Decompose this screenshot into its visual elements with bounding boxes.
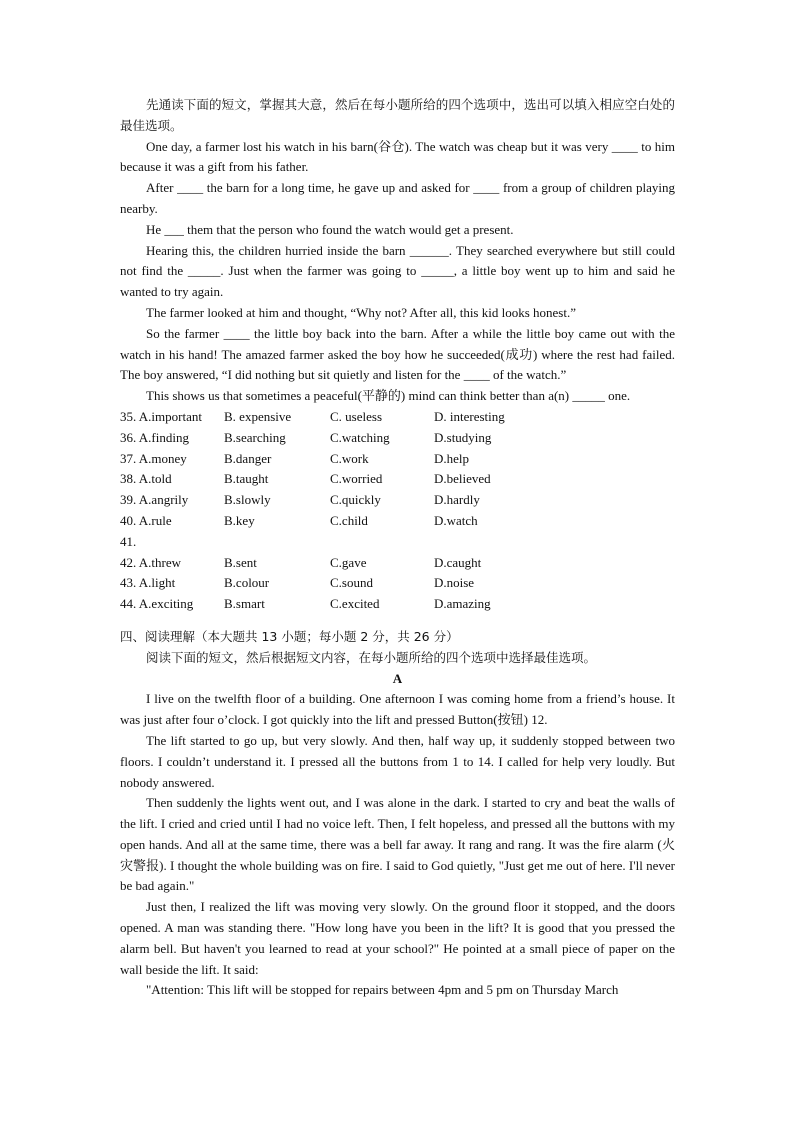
option-a: 44. A.exciting [120,596,194,612]
cloze-options [120,407,675,615]
reading-paragraph: "Attention: This lift will be stopped for repairs between 4pm and 5 pm on Thursday March [146,982,619,998]
option-d: D.noise [434,575,475,591]
option-row [120,594,675,615]
option-d: D.amazing [434,596,491,612]
passage-label: A [392,670,403,686]
option-d: D.studying [434,429,492,445]
option-b: B.colour [224,575,270,591]
option-c [330,532,434,553]
reading-paragraph: Just then, I realized the lift was moving very slowly. On the ground floor it stopped, and the doors opened. A man was standing there. "How long have you been in the lift? It is good that you pressed the alarm bell. But haven't you learned to read at your school?" He pointed at a small piece of paper on the wall beside the lift. It said: [120,899,675,977]
cloze-paragraph: The farmer looked at him and thought, “Why not? After all, this kid looks honest.” [146,304,576,320]
option-d: D.caught [434,554,482,570]
option-b [224,532,330,553]
option-a: 35. A.important [120,408,202,424]
option-row [120,511,675,532]
option-d [434,532,554,553]
reading-section [120,627,675,1001]
reading-paragraph: The lift started to go up, but very slowly. And then, half way up, it suddenly stopped between two floors. I couldn’t understand it. I pressed all the buttons from 1 to 14. I called for help very loudly. But nobody answered. [120,732,675,790]
option-row [120,449,675,470]
option-a: 43. A.light [120,575,176,591]
option-d: D. interesting [434,408,505,424]
section-heading: 四、阅读理解（本大题共 13 小题；每小题 2 分，共 26 分） [120,628,459,644]
reading-paragraph: I live on the twelfth floor of a building. One afternoon I was coming home from a friend’s house. It was just after four o’clock. I got quickly into the lift and pressed Button(按钮) 12. [120,691,675,728]
option-c: C.work [330,450,369,466]
option-c: C.excited [330,596,380,612]
option-c: C.gave [330,554,367,570]
cloze-paragraph: One day, a farmer lost his watch in his barn(谷仓). The watch was cheap but it was very ____ to him because it was a gift from his father. [120,138,675,175]
option-row [120,407,675,428]
option-row [120,553,675,574]
option-row [120,490,675,511]
option-b: B.key [224,512,255,528]
option-b: B.sent [224,554,257,570]
option-a: 37. A.money [120,450,187,466]
reading-instruction: 阅读下面的短文，然后根据短文内容，在每小题所给的四个选项中选择最佳选项。 [146,649,597,665]
option-a: 42. A.threw [120,554,182,570]
option-b: B. expensive [224,408,292,424]
option-c: C.worried [330,471,383,487]
option-b: B.smart [224,596,265,612]
option-a: 40. A.rule [120,512,172,528]
cloze-paragraph: This shows us that sometimes a peaceful(平静的) mind can think better than a(n) _____ one. [146,388,631,404]
option-c: C.quickly [330,492,381,508]
option-c: C.child [330,512,368,528]
option-b: B.searching [224,429,286,445]
cloze-paragraph: After ____ the barn for a long time, he gave up and asked for ____ from a group of children playing nearby. [120,180,675,216]
option-a: 39. A.angrily [120,492,189,508]
option-row [120,469,675,490]
option-b: B.taught [224,471,269,487]
option-d: D.help [434,450,470,466]
page-content [120,95,675,1001]
option-row [120,532,675,553]
option-row [120,573,675,594]
option-d: D.watch [434,512,478,528]
cloze-paragraph: So the farmer ____ the little boy back into the barn. After a while the little boy came out with the watch in his hand! The amazed farmer asked the boy how he succeeded(成功) where the rest had failed. The boy answered, “I did nothing but sit quietly and listen for the ____ of the watch.” [120,325,675,383]
option-a: 41. [120,533,137,549]
option-a: 38. A.told [120,471,172,487]
option-d: D.believed [434,471,491,487]
option-d: D.hardly [434,492,480,508]
option-c: C.sound [330,575,373,591]
cloze-instruction: 先通读下面的短文，掌握其大意，然后在每小题所给的四个选项中，选出可以填入相应空白处的最佳选项。 [120,97,675,133]
option-c: C. useless [330,408,382,424]
reading-paragraph: Then suddenly the lights went out, and I was alone in the dark. I started to cry and beat the walls of the lift. I cried and cried until I had no voice left. Then, I felt hopeless, and pressed all the buttons with my open hands. And all at the same time, there was a bell far away. It rang and rang. It was the fire alarm (火灾警报). I thought the whole building was on fire. I said to God quietly, "Just get me out of here. I'll never be bad again." [120,795,675,894]
cloze-paragraph: Hearing this, the children hurried inside the barn ______. They searched everywhere but still could not find the _____. Just when the farmer was going to _____, a little boy went up to him and said he wanted to try again. [120,242,675,300]
option-a: 36. A.finding [120,429,189,445]
option-c: C.watching [330,429,390,445]
option-b: B.slowly [224,492,271,508]
option-b: B.danger [224,450,272,466]
option-row [120,428,675,449]
cloze-paragraph: He ___ them that the person who found the watch would get a present. [146,221,514,237]
